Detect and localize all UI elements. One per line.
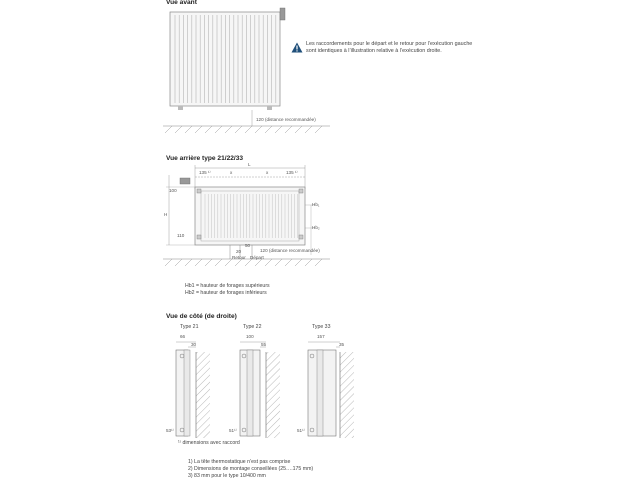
rear-distance-label: 120 (distance recommandée)	[260, 248, 320, 253]
rear-dim-H: H	[164, 212, 168, 217]
side-type-21-label: Type 21	[180, 324, 199, 330]
rear-view-drawing	[0, 155, 640, 285]
rear-retour: Retour	[232, 255, 246, 260]
rear-view-title: Vue arrière type 21/22/33	[166, 155, 244, 162]
side-view-title: Vue de côté (de droite)	[166, 313, 237, 320]
side-22-depth: 100	[246, 334, 254, 339]
rear-dim-100: 100	[169, 188, 177, 193]
rear-dim-left: 135 ¹⁾	[199, 170, 211, 175]
front-distance-label: 120 (distance recommandée)	[256, 117, 316, 122]
rear-dim-x2: x	[266, 170, 269, 175]
side-21-bottom: 53¹⁾	[166, 428, 174, 433]
rear-label-hb2: Hb₂	[312, 225, 320, 230]
rear-dim-right: 135 ¹⁾	[286, 170, 298, 175]
side-type-22-label: Type 22	[243, 324, 262, 330]
front-view-title: Vue avant	[166, 0, 197, 6]
side-21-depth: 66	[180, 334, 186, 339]
rear-dim-x1: x	[230, 170, 233, 175]
side-22-wall: 55	[261, 342, 267, 347]
rear-dim-L: L	[248, 162, 251, 167]
side-33-depth: 157	[317, 334, 325, 339]
side-33-bottom: 51¹⁾	[297, 428, 305, 433]
side-21-wall: 30	[191, 342, 197, 347]
rear-label-hb1: Hb₁	[312, 202, 320, 207]
side-view-drawing	[0, 330, 640, 440]
rear-dim-20: 20	[236, 249, 242, 254]
side-type-33-label: Type 33	[312, 324, 331, 330]
note-1: 1) La tête thermostatique n’est pas comprise	[188, 459, 291, 465]
front-view-drawing	[0, 0, 640, 140]
legend-hb1: Hb1 = hauteur de forages supérieurs	[185, 283, 270, 289]
legend-hb2: Hb2 = hauteur de forages inférieurs	[185, 290, 267, 296]
note-3: 3) 83 mm pour le type 10/400 mm	[188, 473, 266, 479]
rear-depart: Départ	[250, 255, 264, 260]
side-22-bottom: 51¹⁾	[229, 428, 237, 433]
warning-text: Les raccordements pour le départ et le retour pour l’exécution gauche sont identiques à l’illustration relative à l’exécution droite.	[306, 41, 473, 55]
rear-dim-110: 110	[177, 233, 185, 238]
warning-icon	[291, 42, 303, 53]
footnote-raccord: ¹⁾ dimensions avec raccord	[178, 440, 240, 446]
rear-dim-50: 50	[245, 243, 251, 248]
side-33-wall: 35	[339, 342, 345, 347]
note-2: 2) Dimensions de montage conseillées (25….175 mm)	[188, 466, 314, 472]
